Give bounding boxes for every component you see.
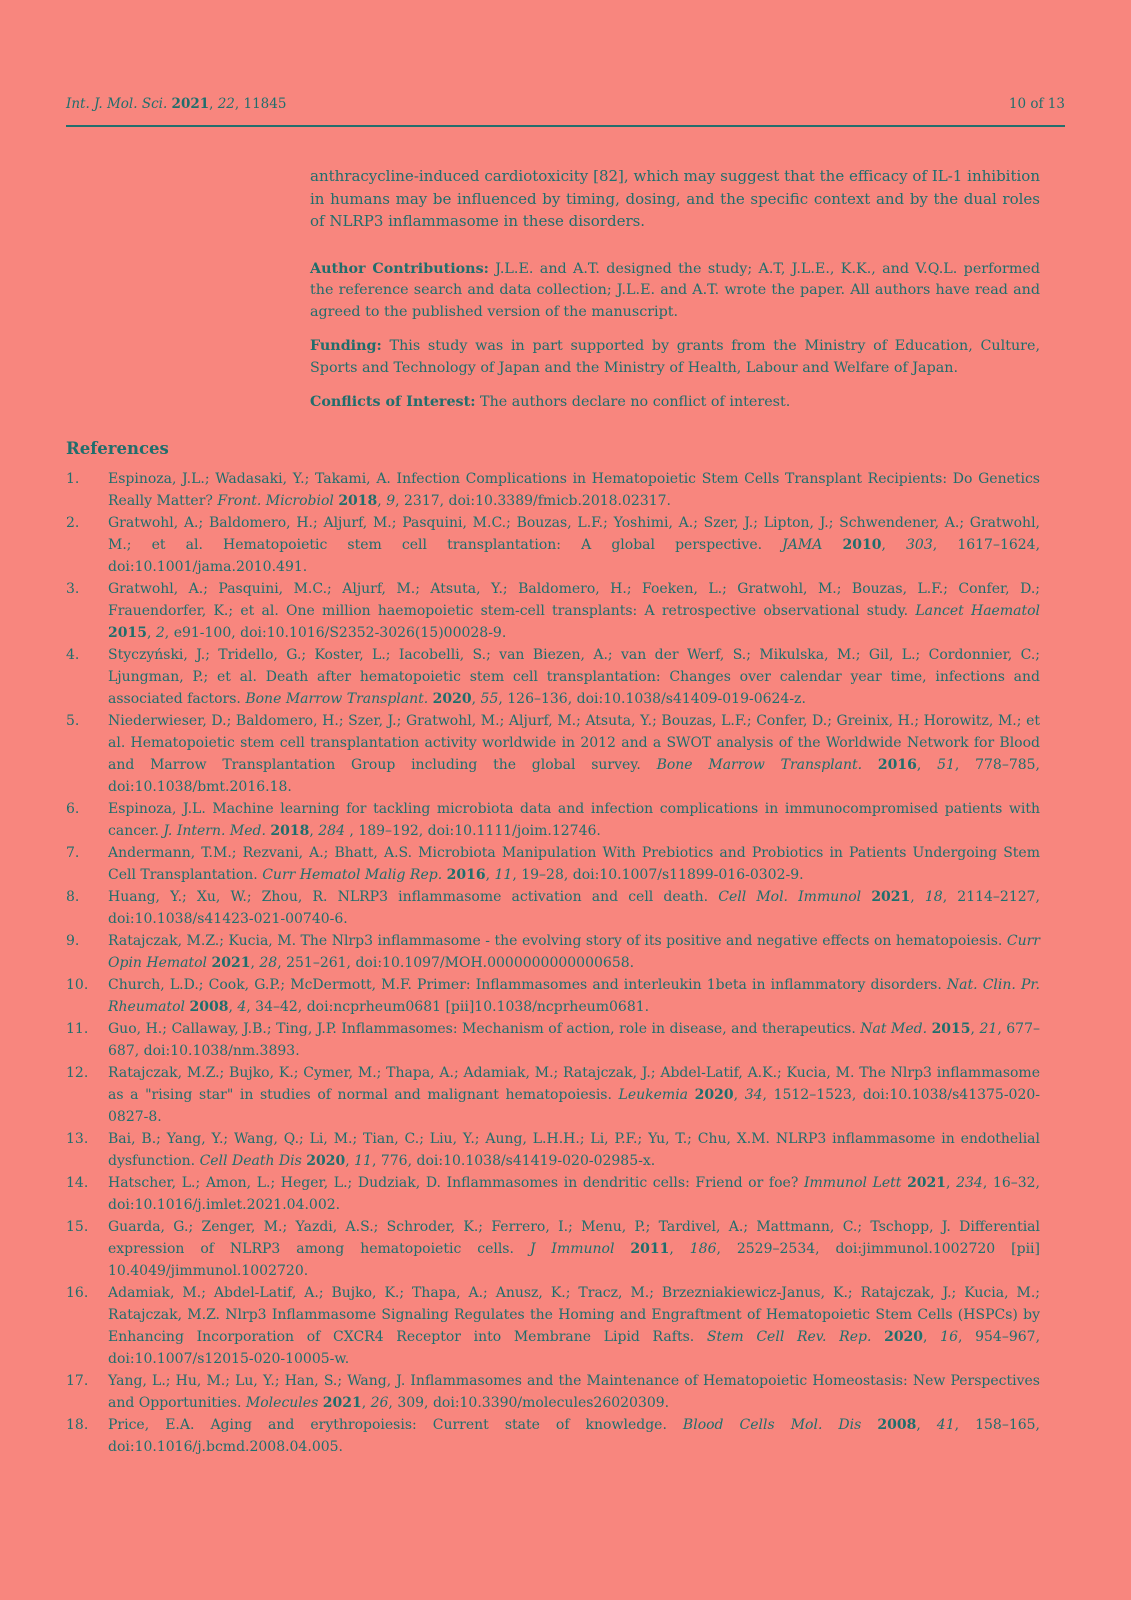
reference-number: 12. xyxy=(66,1064,89,1081)
conflicts-text: The authors declare no conflict of interest. xyxy=(480,394,791,410)
reference-number: 1. xyxy=(66,470,80,487)
author-contributions-section xyxy=(310,259,1040,324)
page-number: 10 of 13 xyxy=(1008,96,1065,112)
reference-number: 14. xyxy=(66,1174,89,1191)
body-column xyxy=(310,165,1040,414)
reference-number: 15. xyxy=(66,1218,89,1235)
reference-item: 5. Niederwieser, D.; Baldomero, H.; Szer, J.; Gratwohl, M.; Aljurf, M.; Atsuta, Y.; Bouzas, L.F.; Confer, D.; Greinix, H.; Horowitz, M.; et al. Hematopoietic stem cell transplantation activity worldwide in 2012 and a SWOT analysis of the Worldwide Network for Blood and Marrow Transplantation Group including the global survey. Bone Marrow Transplant. 2016, 51, 778–785, doi:10.1038/bmt.2016.18. xyxy=(66,710,1040,798)
reference-number: 7. xyxy=(66,844,80,861)
reference-number: 5. xyxy=(66,712,80,729)
reference-number: 10. xyxy=(66,976,89,993)
reference-number: 18. xyxy=(66,1416,89,1433)
reference-number: 9. xyxy=(66,932,80,949)
funding-section xyxy=(310,336,1040,379)
running-head-citation: Int. J. Mol. Sci. 2021, 22, 11845 xyxy=(66,96,287,112)
reference-number: 2. xyxy=(66,514,80,531)
reference-item: 17. Yang, L.; Hu, M.; Lu, Y.; Han, S.; Wang, J. Inflammasomes and the Maintenance of Hematopoietic Homeostasis: New Perspectives and Opportunities. Molecules 2021, 26, 309, doi:10.3390/molecules26020309. xyxy=(66,1370,1040,1414)
reference-list xyxy=(66,468,1040,1458)
reference-item: 1. Espinoza, J.L.; Wadasaki, Y.; Takami, A. Infection Complications in Hematopoietic Stem Cells Transplant Recipients: Do Genetics Really Matter? Front. Microbiol 2018, 9, 2317, doi:10.3389/fmicb.2018.02317. xyxy=(66,468,1040,512)
reference-number: 6. xyxy=(66,800,80,817)
reference-item: 2. Gratwohl, A.; Baldomero, H.; Aljurf, M.; Pasquini, M.C.; Bouzas, L.F.; Yoshimi, A.; Szer, J.; Lipton, J.; Schwendener, A.; Gratwohl, M.; et al. Hematopoietic stem cell transplantation: A global perspective. JAMA 2010, 303, 1617–1624, doi:10.1001/jama.2010.491. xyxy=(66,512,1040,578)
funding-label: Funding: xyxy=(310,338,382,354)
reference-item: 11. Guo, H.; Callaway, J.B.; Ting, J.P. Inflammasomes: Mechanism of action, role in disease, and therapeutics. Nat Med. 2015, 21, 677–687, doi:10.1038/nm.3893. xyxy=(66,1018,1040,1062)
reference-item: 13. Bai, B.; Yang, Y.; Wang, Q.; Li, M.; Tian, C.; Liu, Y.; Aung, L.H.H.; Li, P.F.; Yu, T.; Chu, X.M. NLRP3 inflammasome in endothelial dysfunction. Cell Death Dis 2020, 11, 776, doi:10.1038/s41419-020-02985-x. xyxy=(66,1128,1040,1172)
reference-item: 4. Styczyński, J.; Tridello, G.; Koster, L.; Iacobelli, S.; van Biezen, A.; van der Werf, S.; Mikulska, M.; Gil, L.; Cordonnier, C.; Ljungman, P.; et al. Death after hematopoietic stem cell transplantation: Changes over calendar year time, infections and associated factors. Bone Marrow Transplant. 2020, 55, 126–136, doi:10.1038/s41409-019-0624-z. xyxy=(66,644,1040,710)
reference-number: 13. xyxy=(66,1130,89,1147)
reference-item: 14. Hatscher, L.; Amon, L.; Heger, L.; Dudziak, D. Inflammasomes in dendritic cells: Friend or foe? Immunol Lett 2021, 234, 16–32, doi:10.1016/j.imlet.2021.04.002. xyxy=(66,1172,1040,1216)
reference-item: 12. Ratajczak, M.Z.; Bujko, K.; Cymer, M.; Thapa, A.; Adamiak, M.; Ratajczak, J.; Abdel-Latif, A.K.; Kucia, M. The Nlrp3 inflammasome as a "rising star" in studies of normal and malignant hematopoiesis. Leukemia 2020, 34, 1512–1523, doi:10.1038/s41375-020-0827-8. xyxy=(66,1062,1040,1128)
reference-item: 16. Adamiak, M.; Abdel-Latif, A.; Bujko, K.; Thapa, A.; Anusz, K.; Tracz, M.; Brzezniakiewicz-Janus, K.; Ratajczak, J.; Kucia, M.; Ratajczak, M.Z. Nlrp3 Inflammasome Signaling Regulates the Homing and Engraftment of Hematopoietic Stem Cells (HSPCs) by Enhancing Incorporation of CXCR4 Receptor into Membrane Lipid Rafts. Stem Cell Rev. Rep. 2020, 16, 954–967, doi:10.1007/s12015-020-10005-w. xyxy=(66,1282,1040,1370)
reference-item: 9. Ratajczak, M.Z.; Kucia, M. The Nlrp3 inflammasome - the evolving story of its positive and negative effects on hematopoiesis. Curr Opin Hematol 2021, 28, 251–261, doi:10.1097/MOH.0000000000000658. xyxy=(66,930,1040,974)
header-rule xyxy=(66,125,1065,127)
reference-item: 10. Church, L.D.; Cook, G.P.; McDermott, M.F. Primer: Inflammasomes and interleukin 1beta in inflammatory disorders. Nat. Clin. Pr. Rheumatol 2008, 4, 34–42, doi:ncprheum0681 [pii]10.1038/ncprheum0681. xyxy=(66,974,1040,1018)
reference-item: 7. Andermann, T.M.; Rezvani, A.; Bhatt, A.S. Microbiota Manipulation With Prebiotics and Probiotics in Patients Undergoing Stem Cell Transplantation. Curr Hematol Malig Rep. 2016, 11, 19–28, doi:10.1007/s11899-016-0302-9. xyxy=(66,842,1040,886)
reference-item: 18. Price, E.A. Aging and erythropoiesis: Current state of knowledge. Blood Cells Mol. Dis 2008, 41, 158–165, doi:10.1016/j.bcmd.2008.04.005. xyxy=(66,1414,1040,1458)
conflicts-section xyxy=(310,392,1040,414)
page-header xyxy=(0,0,1131,112)
reference-item: 8. Huang, Y.; Xu, W.; Zhou, R. NLRP3 inflammasome activation and cell death. Cell Mol. Immunol 2021, 18, 2114–2127, doi:10.1038/s41423-021-00740-6. xyxy=(66,886,1040,930)
reference-number: 4. xyxy=(66,646,80,663)
references-heading: References xyxy=(66,438,169,458)
reference-number: 8. xyxy=(66,888,80,905)
reference-item: 3. Gratwohl, A.; Pasquini, M.C.; Aljurf, M.; Atsuta, Y.; Baldomero, H.; Foeken, L.; Gratwohl, M.; Bouzas, L.F.; Confer, D.; Frauendorfer, K.; et al. One million haemopoietic stem-cell transplants: A retrospective observational study. Lancet Haematol 2015, 2, e91-100, doi:10.1016/S2352-3026(15)00028-9. xyxy=(66,578,1040,644)
reference-number: 16. xyxy=(66,1284,89,1301)
body-paragraph: anthracycline-induced cardiotoxicity [82], which may suggest that the efficacy of IL-1 inhibition in humans may be influenced by timing, dosing, and the specific context and by the dual roles of NLRP3 inflammasome in these disorders. xyxy=(310,167,1040,230)
reference-number: 3. xyxy=(66,580,80,597)
conflicts-label: Conflicts of Interest: xyxy=(310,394,476,410)
author-contributions-label: Author Contributions: xyxy=(310,260,489,277)
funding-text: This study was in part supported by grants from the Ministry of Education, Culture, Sports and Technology of Japan and the Ministry of Health, Labour and Welfare of Japan. xyxy=(310,338,1041,376)
reference-number: 17. xyxy=(66,1372,89,1389)
reference-item: 15. Guarda, G.; Zenger, M.; Yazdi, A.S.; Schroder, K.; Ferrero, I.; Menu, P.; Tardivel, A.; Mattmann, C.; Tschopp, J. Differential expression of NLRP3 among hematopoietic cells. J Immunol 2011, 186, 2529–2534, doi:jimmunol.1002720 [pii] 10.4049/jimmunol.1002720. xyxy=(66,1216,1040,1282)
reference-item: 6. Espinoza, J.L. Machine learning for tackling microbiota data and infection complications in immunocompromised patients with cancer. J. Intern. Med. 2018, 284 , 189–192, doi:10.1111/joim.12746. xyxy=(66,798,1040,842)
author-contributions-text: J.L.E. and A.T. designed the study; A.T, J.L.E., K.K., and V.Q.L. performed the reference search and data collection; J.L.E. and A.T. wrote the paper. All authors have read and agreed to the published version of the manuscript. xyxy=(310,260,1041,320)
reference-number: 11. xyxy=(66,1020,89,1037)
